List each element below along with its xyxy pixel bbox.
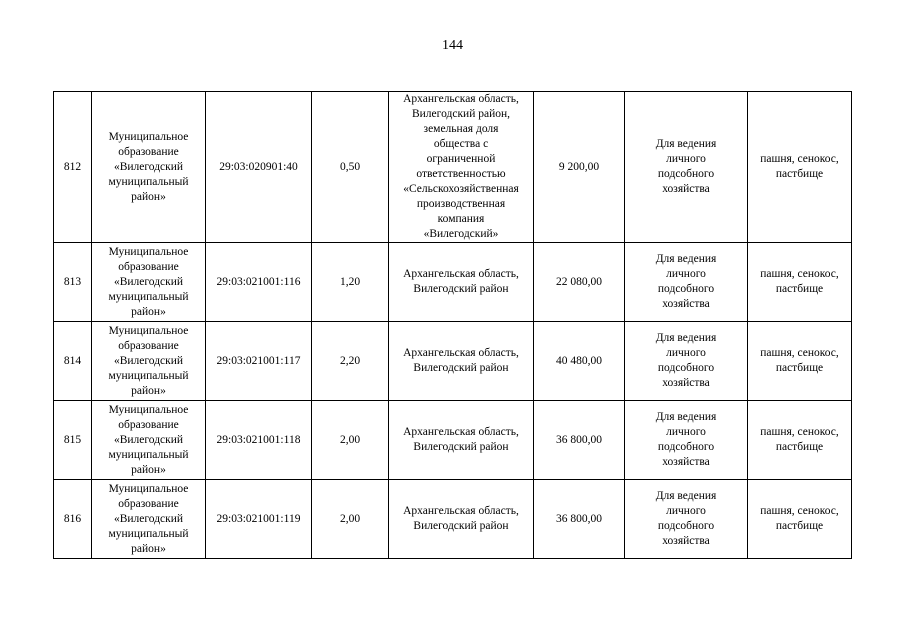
land-type-cell: пашня, сенокос, пастбище — [748, 243, 852, 322]
cadastral-number-cell: 29:03:021001:119 — [206, 480, 312, 559]
row-number-cell: 816 — [54, 480, 92, 559]
cadastral-number-cell: 29:03:021001:116 — [206, 243, 312, 322]
area-cell: 2,00 — [312, 480, 389, 559]
page-number: 144 — [442, 38, 463, 53]
area-cell: 0,50 — [312, 92, 389, 243]
row-number-cell: 814 — [54, 322, 92, 401]
cadastral-value-cell: 9 200,00 — [534, 92, 625, 243]
land-registry-table — [53, 91, 852, 559]
owner-cell: Муниципальное образование «Вилегодский муниципальный район» — [92, 243, 206, 322]
cadastral-value-cell: 36 800,00 — [534, 480, 625, 559]
permitted-use-cell: Для ведения личного подсобного хозяйства — [625, 322, 748, 401]
area-cell: 1,20 — [312, 243, 389, 322]
location-cell: Архангельская область, Вилегодский район — [389, 243, 534, 322]
cadastral-value-cell: 40 480,00 — [534, 322, 625, 401]
location-cell: Архангельская область, Вилегодский район, земельная доля общества с ограниченной ответственностью «Сельскохозяйственная производственная компания «Вилегодский» — [389, 92, 534, 243]
cadastral-number-cell: 29:03:021001:118 — [206, 401, 312, 480]
row-number-cell: 815 — [54, 401, 92, 480]
permitted-use-cell: Для ведения личного подсобного хозяйства — [625, 243, 748, 322]
owner-cell: Муниципальное образование «Вилегодский муниципальный район» — [92, 480, 206, 559]
permitted-use-cell: Для ведения личного подсобного хозяйства — [625, 480, 748, 559]
owner-cell: Муниципальное образование «Вилегодский муниципальный район» — [92, 92, 206, 243]
location-cell: Архангельская область, Вилегодский район — [389, 322, 534, 401]
table-row — [54, 322, 852, 401]
table-row — [54, 401, 852, 480]
owner-cell: Муниципальное образование «Вилегодский муниципальный район» — [92, 401, 206, 480]
land-type-cell: пашня, сенокос, пастбище — [748, 322, 852, 401]
cadastral-number-cell: 29:03:020901:40 — [206, 92, 312, 243]
cadastral-value-cell: 22 080,00 — [534, 243, 625, 322]
permitted-use-cell: Для ведения личного подсобного хозяйства — [625, 92, 748, 243]
land-type-cell: пашня, сенокос, пастбище — [748, 480, 852, 559]
area-cell: 2,20 — [312, 322, 389, 401]
cadastral-value-cell: 36 800,00 — [534, 401, 625, 480]
cadastral-number-cell: 29:03:021001:117 — [206, 322, 312, 401]
area-cell: 2,00 — [312, 401, 389, 480]
location-cell: Архангельская область, Вилегодский район — [389, 401, 534, 480]
table-row — [54, 92, 852, 243]
table-row — [54, 480, 852, 559]
owner-cell: Муниципальное образование «Вилегодский муниципальный район» — [92, 322, 206, 401]
table-row — [54, 243, 852, 322]
location-cell: Архангельская область, Вилегодский район — [389, 480, 534, 559]
land-type-cell: пашня, сенокос, пастбище — [748, 92, 852, 243]
row-number-cell: 812 — [54, 92, 92, 243]
land-type-cell: пашня, сенокос, пастбище — [748, 401, 852, 480]
permitted-use-cell: Для ведения личного подсобного хозяйства — [625, 401, 748, 480]
row-number-cell: 813 — [54, 243, 92, 322]
